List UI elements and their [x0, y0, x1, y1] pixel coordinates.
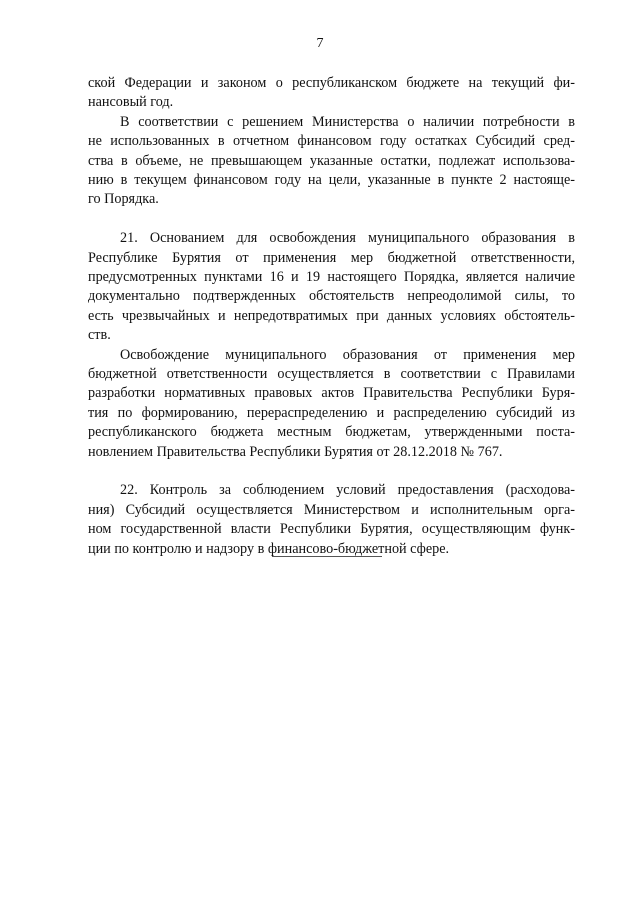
- paragraph-exemption: [88, 346, 575, 462]
- text-line: Освобождение муниципального образования от применения мер: [120, 346, 575, 363]
- paragraph-gap: [88, 462, 575, 482]
- page-number: 7: [316, 36, 324, 51]
- text-line: есть чрезвычайных и непредотвратимых при данных условиях обстоятель-: [88, 307, 575, 324]
- text-line: Республике Бурятия от применения мер бюджетной ответственности,: [88, 249, 575, 266]
- text-line: нию в текущем финансовом году на цели, указанные в пункте 2 настояще-: [88, 171, 575, 188]
- paragraph-gap: [88, 210, 575, 230]
- text-line: 21. Основанием для освобождения муниципального образования в: [120, 230, 575, 247]
- text-line: В соответствии с решением Министерства о наличии потребности в: [120, 113, 575, 130]
- paragraph-21: [88, 229, 575, 345]
- text-line: ции по контролю и надзору в финансово-бюджетной сфере.: [88, 540, 450, 557]
- text-line: предусмотренных пунктами 16 и 19 настоящего Порядка, является наличие: [88, 269, 575, 286]
- paragraph-remaining-subsidies: [88, 113, 575, 210]
- text-line: 22. Контроль за соблюдением условий предоставления (расходова-: [120, 482, 575, 499]
- paragraph-22: [88, 481, 575, 559]
- text-line: бюджетной ответственности осуществляется в соответствии с Правилами: [88, 365, 575, 382]
- text-line: документально подтвержденных обстоятельств непреодолимой силы, то: [88, 288, 575, 305]
- end-separator-line: [272, 556, 382, 557]
- text-line: новлением Правительства Республики Бурятия от 28.12.2018 № 767.: [88, 443, 503, 460]
- text-line: разработки нормативных правовых актов Правительства Республики Буря-: [88, 385, 575, 402]
- text-line: ном государственной власти Республики Бурятия, осуществляющим функ-: [88, 521, 575, 538]
- text-line: ств.: [88, 327, 111, 344]
- text-line: ской Федерации и законом о республиканском бюджете на текущий фи-: [88, 75, 575, 91]
- text-line: ства в объеме, не превышающем указанные остатки, подлежат использова-: [88, 152, 575, 169]
- text-line: нансовый год.: [88, 94, 174, 111]
- text-line: ния) Субсидий осуществляется Министерством и исполнительным орга-: [88, 501, 575, 518]
- text-line: тия по формированию, перераспределению и распределению субсидий из: [88, 404, 575, 421]
- document-body: [88, 74, 575, 559]
- text-line: республиканского бюджета местным бюджетам, утвержденными поста-: [88, 424, 575, 441]
- text-line: го Порядка.: [88, 191, 159, 208]
- text-line: не использованных в отчетном финансовом году остатках Субсидий сред-: [88, 133, 575, 150]
- paragraph-continuation: [88, 74, 575, 113]
